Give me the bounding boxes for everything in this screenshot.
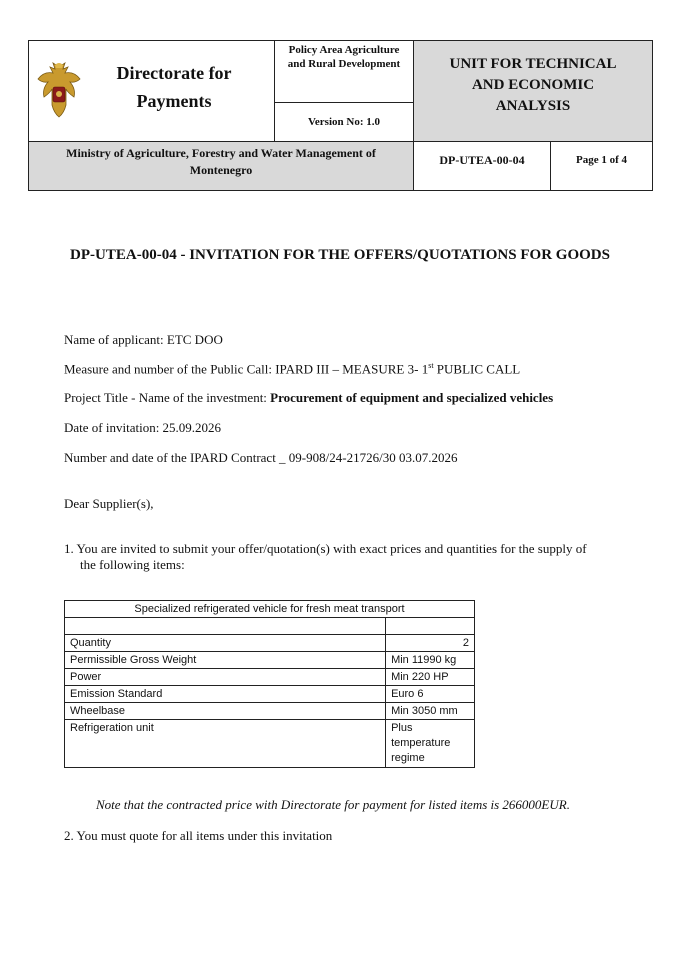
table-title-row [65,601,475,618]
measure-suffix: PUBLIC CALL [433,361,521,377]
instruction-1-line-2: the following items: [80,557,185,572]
table-row [65,720,475,768]
table-row [65,669,475,686]
table-row [65,703,475,720]
row-label: Power [65,669,386,686]
table-row [65,686,475,703]
table-row [65,635,475,652]
page-number-text: Page 1 of 4 [575,154,627,166]
project-line [64,390,553,406]
document-title: DP-UTEA-00-04 - INVITATION FOR THE OFFERS/QUOTATIONS FOR GOODS [70,247,610,263]
page-number-cell [551,142,652,190]
directorate-cell [29,41,275,142]
policy-area-text: Policy Area Agriculture and Rural Development [287,44,401,70]
version-cell [275,103,414,142]
applicant-line: Name of applicant: ETC DOO [64,332,223,347]
table-cell [65,618,386,635]
version-text: Version No: 1.0 [307,116,380,128]
ministry-cell [29,142,414,190]
row-value: 2 [386,635,475,652]
contract-line: Number and date of the IPARD Contract _ 09-908/24-21726/30 03.07.2026 [64,450,458,465]
montenegro-coat-of-arms-icon [34,61,84,121]
price-note: Note that the contracted price with Directorate for payment for listed items is 266000EUR. [96,797,570,812]
doc-code-cell [414,142,551,190]
table-row [65,652,475,669]
policy-area-cell [275,41,414,103]
measure-text: Measure and number of the Public Call: IPARD III – MEASURE 3- 1 [64,361,429,377]
row-label: Emission Standard [65,686,386,703]
unit-text: UNIT FOR TECHNICAL AND ECONOMIC ANALYSIS [449,56,617,114]
row-value: Min 220 HP [386,669,475,686]
ministry-text: Ministry of Agriculture, Forestry and Water Management of Montenegro [66,146,376,177]
row-value: Plus temperature regime [386,720,475,768]
directorate-title: Directorate for Payments [116,63,232,111]
document-header [28,40,653,191]
row-value: Euro 6 [386,686,475,703]
row-value: Min 11990 kg [386,652,475,669]
table-spacer-row [65,618,475,635]
table-title: Specialized refrigerated vehicle for fresh meat transport [65,601,475,618]
salutation: Dear Supplier(s), [64,496,154,511]
instruction-2: 2. You must quote for all items under this invitation [64,828,333,843]
row-label: Wheelbase [65,703,386,720]
unit-cell [414,41,652,142]
project-label: Project Title - Name of the investment: [64,390,271,405]
doc-code-text: DP-UTEA-00-04 [439,153,525,167]
row-value: Min 3050 mm [386,703,475,720]
instruction-1-line-1: 1. You are invited to submit your offer/quotation(s) with exact prices and quantities for the supply of [64,541,587,556]
row-label: Refrigeration unit [65,720,386,768]
row-label: Quantity [65,635,386,652]
measure-superscript: st [428,361,434,370]
table-cell [386,618,475,635]
row-label: Permissible Gross Weight [65,652,386,669]
project-value: Procurement of equipment and specialized vehicles [270,390,554,405]
date-line: Date of invitation: 25.09.2026 [64,420,222,435]
measure-line [64,361,520,377]
items-table [64,600,475,768]
